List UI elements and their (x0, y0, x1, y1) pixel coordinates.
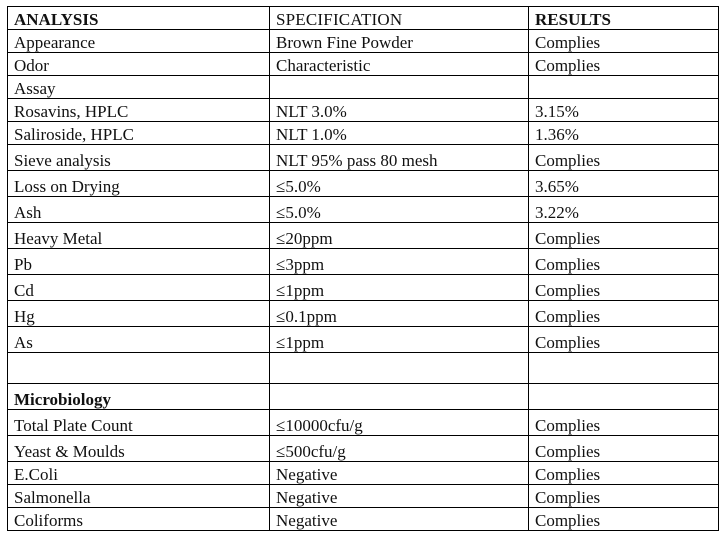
analysis-cell: Sieve analysis (8, 145, 270, 171)
table-row (8, 171, 719, 197)
analysis-cell: E.Coli (8, 462, 270, 485)
specification-cell: ≤20ppm (270, 223, 529, 249)
result-cell: Complies (529, 30, 719, 53)
table-row (8, 223, 719, 249)
specification-cell: ≤500cfu/g (270, 436, 529, 462)
specification-cell: ≤5.0% (270, 171, 529, 197)
result-cell: Complies (529, 485, 719, 508)
table-row (8, 353, 719, 384)
table-row (8, 436, 719, 462)
analysis-cell: Loss on Drying (8, 171, 270, 197)
header-results: RESULTS (529, 7, 719, 30)
result-cell: Complies (529, 145, 719, 171)
specification-cell: NLT 95% pass 80 mesh (270, 145, 529, 171)
table-row (8, 30, 719, 53)
analysis-cell: Saliroside, HPLC (8, 122, 270, 145)
table-row (8, 99, 719, 122)
analysis-table (7, 6, 719, 531)
specification-cell: Brown Fine Powder (270, 30, 529, 53)
result-cell: Complies (529, 410, 719, 436)
result-cell: Complies (529, 327, 719, 353)
analysis-cell: Total Plate Count (8, 410, 270, 436)
specification-cell: ≤1ppm (270, 275, 529, 301)
analysis-cell: As (8, 327, 270, 353)
header-analysis: ANALYSIS (8, 7, 270, 30)
table-row (8, 275, 719, 301)
header-row (8, 7, 719, 30)
result-cell (529, 384, 719, 410)
table-row (8, 145, 719, 171)
analysis-cell: Assay (8, 76, 270, 99)
section-heading-microbiology: Microbiology (8, 384, 270, 410)
analysis-cell: Odor (8, 53, 270, 76)
analysis-cell: Salmonella (8, 485, 270, 508)
analysis-cell: Coliforms (8, 508, 270, 531)
specification-cell: ≤1ppm (270, 327, 529, 353)
analysis-cell: Pb (8, 249, 270, 275)
specification-cell: Negative (270, 485, 529, 508)
analysis-cell: Rosavins, HPLC (8, 99, 270, 122)
specification-cell: NLT 3.0% (270, 99, 529, 122)
specification-cell: NLT 1.0% (270, 122, 529, 145)
table-row (8, 197, 719, 223)
specification-cell: ≤0.1ppm (270, 301, 529, 327)
result-cell (529, 76, 719, 99)
specification-cell (270, 384, 529, 410)
analysis-cell: Ash (8, 197, 270, 223)
table-row (8, 301, 719, 327)
analysis-cell: Hg (8, 301, 270, 327)
table-row (8, 485, 719, 508)
analysis-cell: Appearance (8, 30, 270, 53)
result-cell: Complies (529, 223, 719, 249)
result-cell: Complies (529, 436, 719, 462)
table-row (8, 410, 719, 436)
table-row (8, 122, 719, 145)
specification-cell: Negative (270, 462, 529, 485)
result-cell: Complies (529, 249, 719, 275)
result-cell: Complies (529, 462, 719, 485)
analysis-cell: Cd (8, 275, 270, 301)
specification-cell: Characteristic (270, 53, 529, 76)
analysis-cell: Heavy Metal (8, 223, 270, 249)
table-row (8, 76, 719, 99)
table-row (8, 462, 719, 485)
specification-cell: Negative (270, 508, 529, 531)
result-cell: 3.22% (529, 197, 719, 223)
table-row (8, 508, 719, 531)
result-cell: 1.36% (529, 122, 719, 145)
specification-cell: ≤3ppm (270, 249, 529, 275)
result-cell: 3.15% (529, 99, 719, 122)
result-cell: 3.65% (529, 171, 719, 197)
header-specification: SPECIFICATION (270, 7, 529, 30)
result-cell: Complies (529, 275, 719, 301)
analysis-cell: Yeast & Moulds (8, 436, 270, 462)
table-row (8, 327, 719, 353)
table-row (8, 53, 719, 76)
analysis-cell (8, 353, 270, 384)
table-row-section (8, 384, 719, 410)
specification-cell: ≤10000cfu/g (270, 410, 529, 436)
result-cell: Complies (529, 508, 719, 531)
table-row (8, 249, 719, 275)
result-cell: Complies (529, 53, 719, 76)
result-cell: Complies (529, 301, 719, 327)
specification-cell (270, 76, 529, 99)
specification-cell: ≤5.0% (270, 197, 529, 223)
result-cell (529, 353, 719, 384)
specification-cell (270, 353, 529, 384)
